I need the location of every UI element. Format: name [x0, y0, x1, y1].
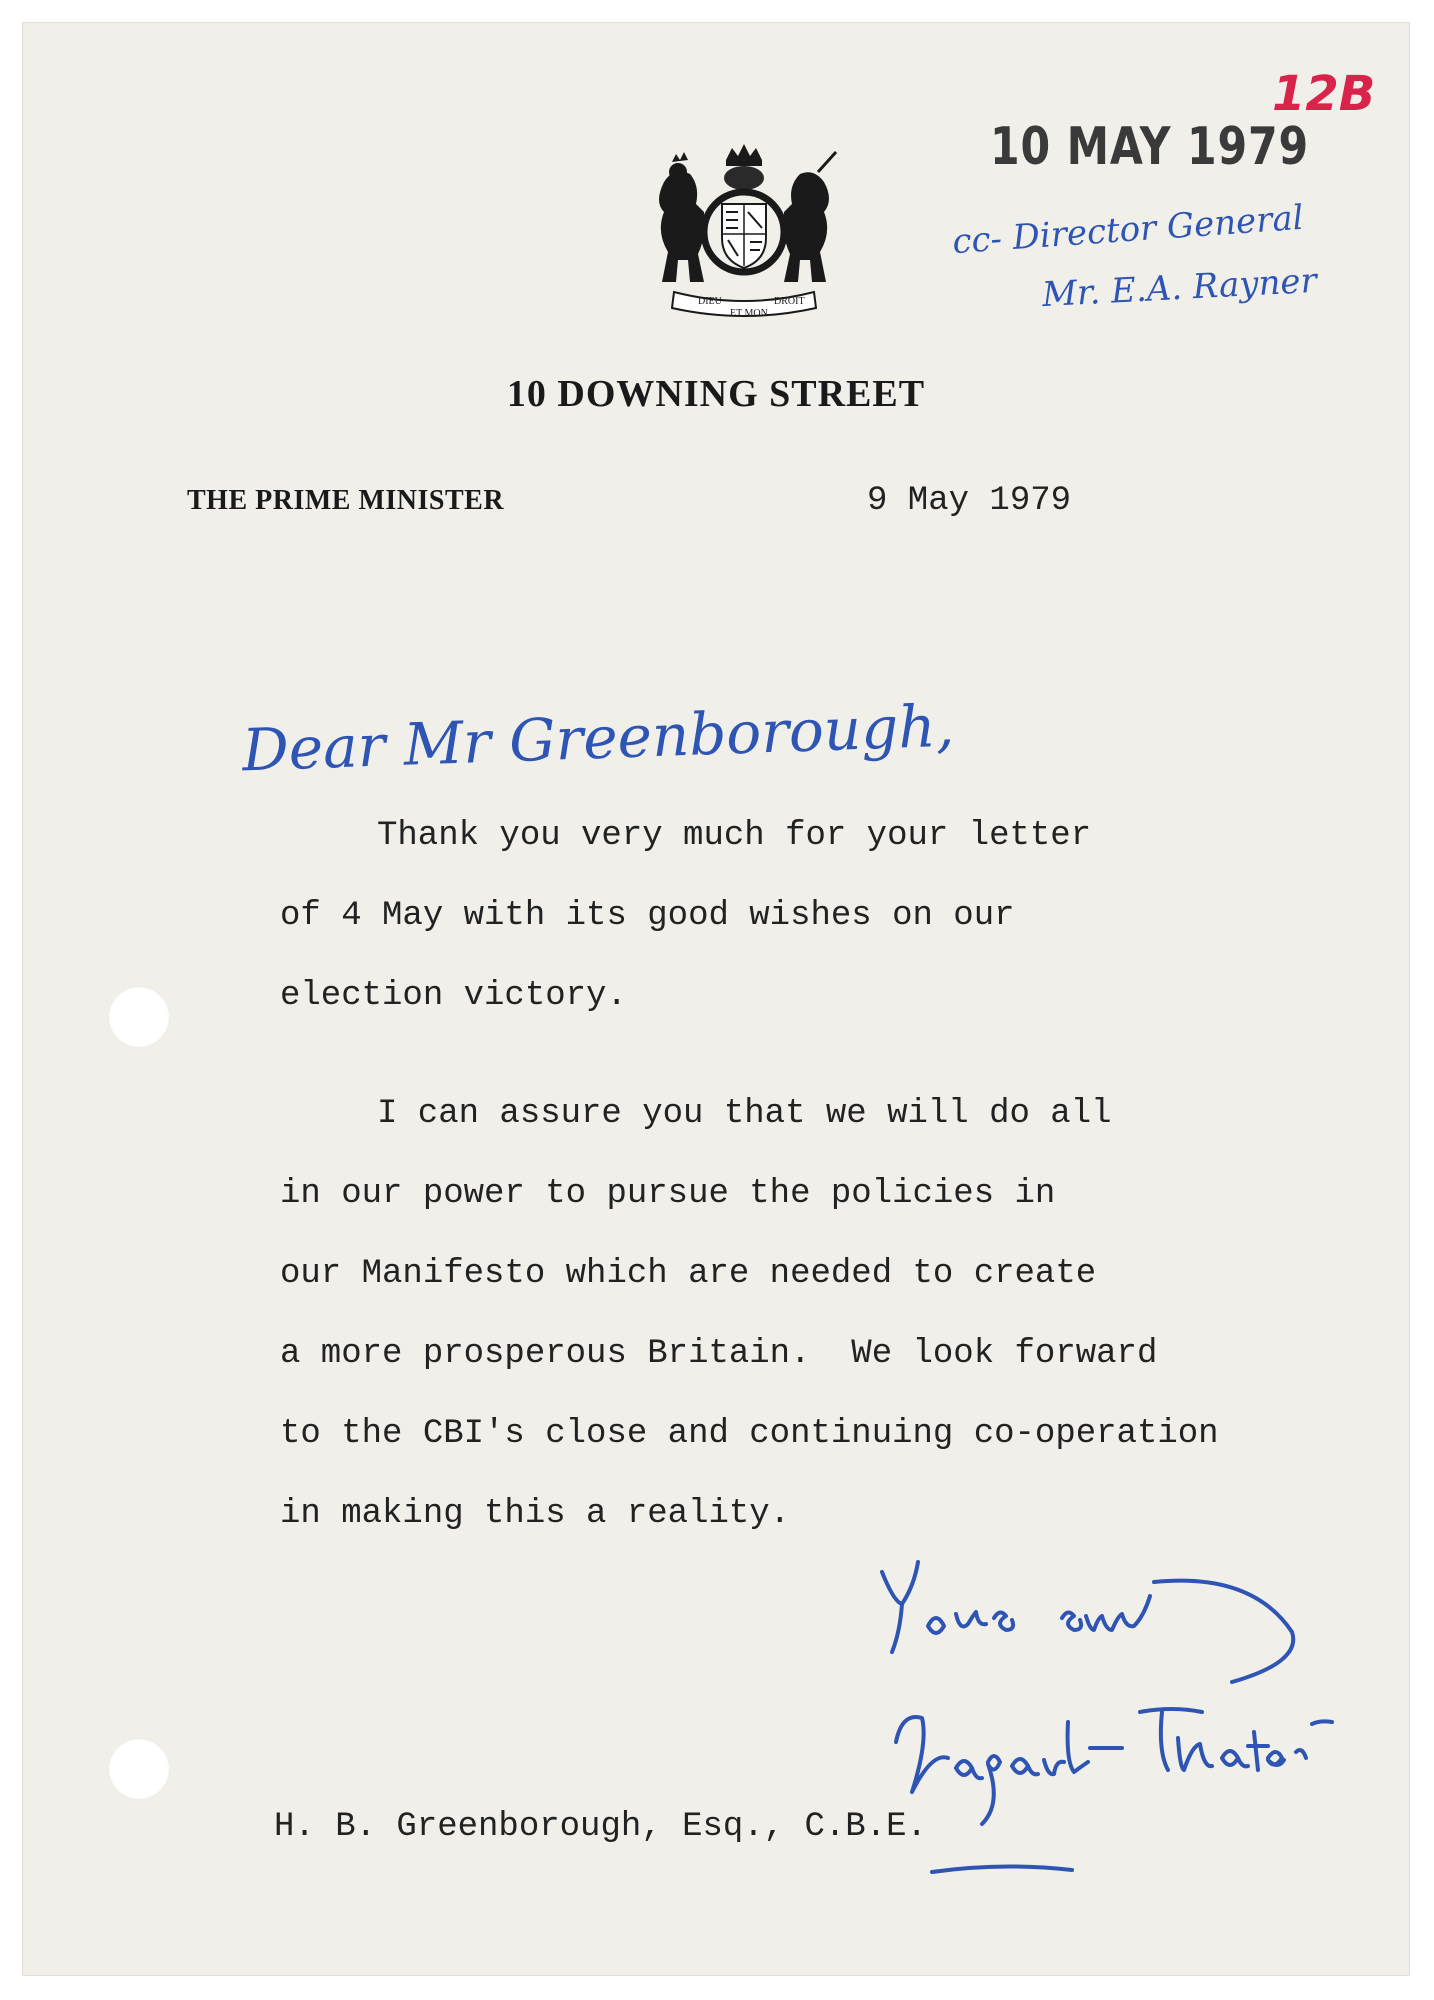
letter-page: [22, 22, 1410, 1976]
body-line-3: election victory.: [280, 977, 627, 1015]
letter-date: 9 May 1979: [867, 482, 1072, 520]
body-line-8: to the CBI's close and continuing co-operation: [280, 1415, 1219, 1453]
cc-annotation-line2: Mr. E.A. Rayner: [1041, 260, 1318, 316]
body-line-1: Thank you very much for your letter: [377, 817, 1092, 855]
motto-bottom: ET MON: [730, 308, 768, 319]
body-line-7: a more prosperous Britain. We look forward: [280, 1335, 1158, 1373]
salutation: Dear Mr Greenborough,: [241, 691, 956, 785]
letterhead-address: 10 DOWNING STREET: [506, 373, 926, 415]
body-line-2: of 4 May with its good wishes on our: [280, 897, 1015, 935]
punch-hole-bottom: [108, 1738, 170, 1800]
received-date-stamp: 10 MAY 1979: [990, 117, 1309, 177]
recipient-line: H. B. Greenborough, Esq., C.B.E.: [274, 1808, 927, 1846]
cc-annotation-line1: cc- Director General: [951, 197, 1305, 263]
motto-left: DIEU: [698, 296, 722, 307]
handwritten-signature: [872, 1542, 1352, 1922]
body-line-5: in our power to pursue the policies in: [280, 1175, 1056, 1213]
letterhead-office: THE PRIME MINISTER: [187, 485, 505, 516]
body-line-4: I can assure you that we will do all: [377, 1095, 1112, 1133]
body-line-6: our Manifesto which are needed to create: [280, 1255, 1097, 1293]
punch-hole-top: [108, 986, 170, 1048]
motto-right: DROIT: [774, 296, 805, 307]
royal-coat-of-arms-icon: [634, 142, 854, 322]
body-line-9: in making this a reality.: [280, 1495, 791, 1533]
reference-mark: 12B: [1272, 66, 1376, 122]
